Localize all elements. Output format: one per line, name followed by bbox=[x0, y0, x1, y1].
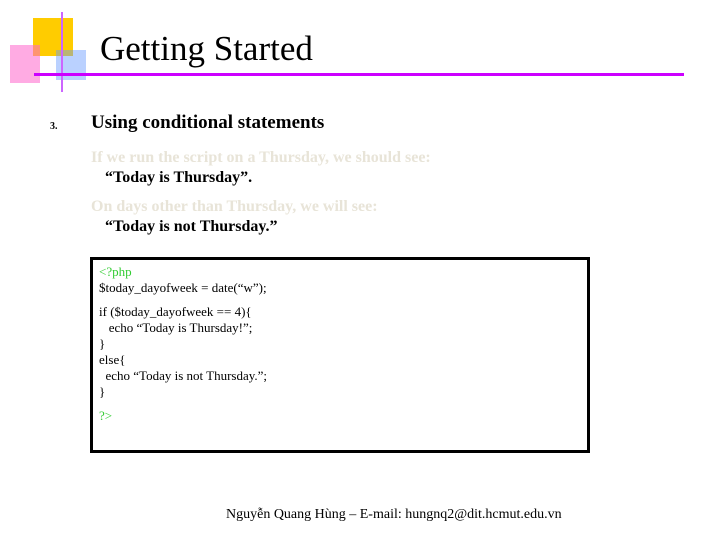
code-close-tag: ?> bbox=[99, 408, 113, 423]
code-line-echo-not-thursday: echo “Today is not Thursday.”; bbox=[99, 368, 268, 383]
code-open-tag: <?php bbox=[99, 264, 132, 279]
note-thursday-result: “Today is Thursday”. bbox=[105, 169, 253, 186]
note-thursday bbox=[91, 148, 431, 188]
note-other-days-result: “Today is not Thursday.” bbox=[105, 218, 278, 235]
note-thursday-condition: If we run the script on a Thursday, we should see: bbox=[91, 149, 431, 166]
title-underline bbox=[34, 73, 684, 76]
note-other-days bbox=[91, 197, 378, 237]
slide-title: Getting Started bbox=[100, 29, 313, 68]
code-line-assign: $today_dayofweek = date(“w”); bbox=[99, 280, 267, 295]
code-line-else: else{ bbox=[99, 352, 126, 367]
bullet-number: 3. bbox=[50, 121, 58, 132]
code-block bbox=[90, 257, 590, 453]
code-line-close-else: } bbox=[99, 384, 106, 399]
code-line-close-if: } bbox=[99, 336, 106, 351]
note-other-days-condition: On days other than Thursday, we will see: bbox=[91, 198, 378, 215]
decor-square-pink bbox=[10, 45, 40, 83]
section-heading: Using conditional statements bbox=[91, 112, 325, 133]
decor-vertical-line bbox=[61, 12, 63, 92]
footer-author: Nguyễn Quang Hùng – E-mail: hungnq2@dit.hcmut.edu.vn bbox=[226, 507, 562, 522]
code-line-echo-thursday: echo “Today is Thursday!”; bbox=[99, 320, 253, 335]
code-line-if: if ($today_dayofweek == 4){ bbox=[99, 304, 252, 319]
